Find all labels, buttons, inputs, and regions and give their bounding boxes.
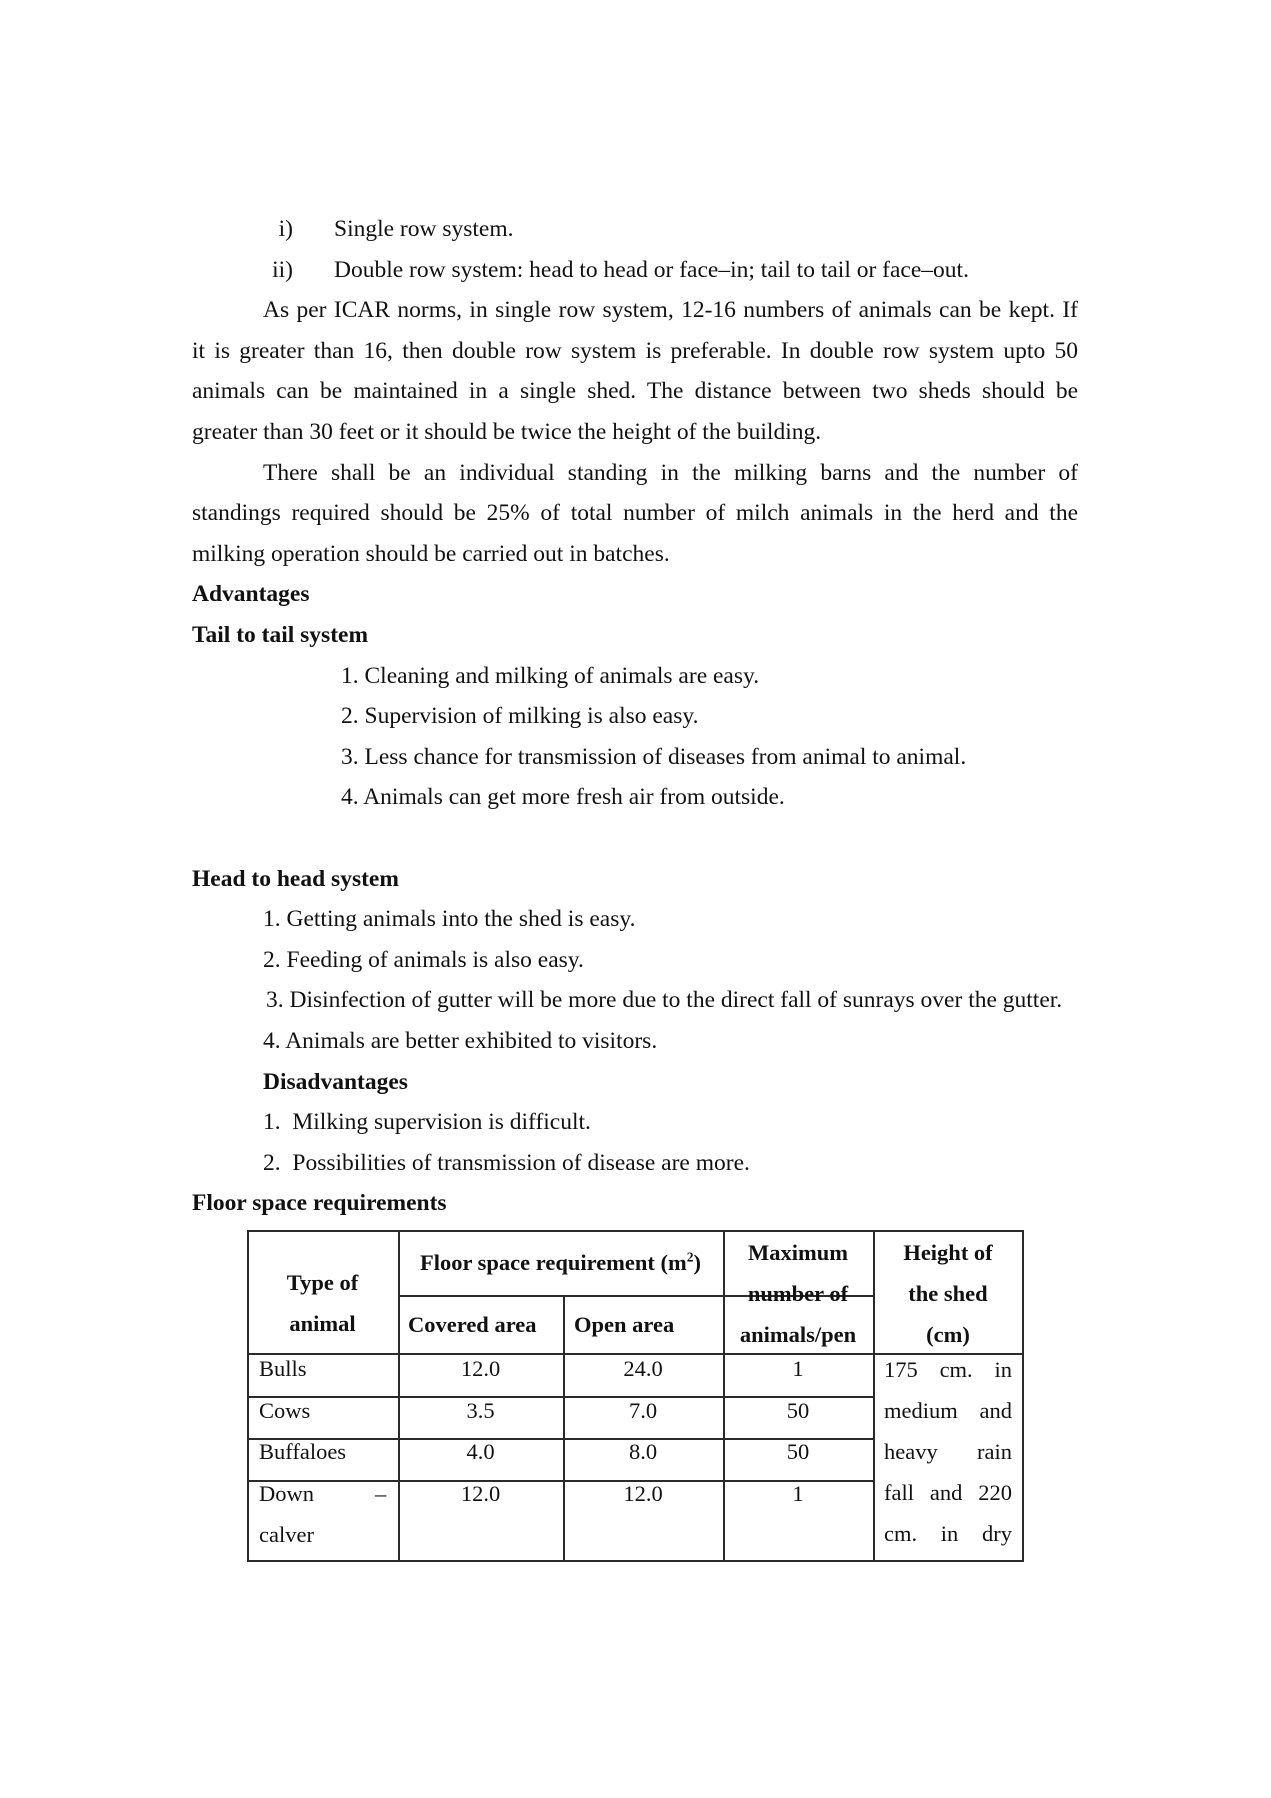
cell-type: Cows	[259, 1398, 311, 1423]
note-line: 175 cm. in	[884, 1357, 1012, 1382]
header-text: (cm)	[926, 1322, 970, 1347]
header-text: Type of	[286, 1270, 359, 1295]
list-item: 2. Supervision of milking is also easy.	[341, 703, 699, 730]
header-max-animals	[723, 1232, 873, 1355]
disadvantages-heading: Disadvantages	[263, 1068, 408, 1095]
list-item: 4. Animals can get more fresh air from outside.	[341, 784, 785, 811]
list-marker: i)	[278, 216, 293, 242]
note-line: heavy rain	[884, 1439, 1012, 1464]
paragraph-line: There shall be an individual standing in the milking barns and the number of	[263, 459, 1078, 486]
tail-to-tail-heading: Tail to tail system	[192, 622, 369, 648]
paragraph-line: standings required should be 25% of total number of milch animals in the herd and the	[192, 500, 1078, 527]
header-text: animals/pen	[739, 1322, 857, 1347]
header-text: Height of	[903, 1240, 993, 1265]
header-text: animal	[289, 1311, 356, 1336]
list-item: 3. Less chance for transmission of diseases from animal to animal.	[341, 743, 967, 770]
header-floor-space	[398, 1242, 723, 1283]
list-item: 1. Milking supervision is difficult.	[263, 1109, 591, 1136]
cell-max: 1	[792, 1356, 804, 1381]
list-item: 1. Getting animals into the shed is easy.	[263, 906, 636, 933]
header-text: Floor space requirement (m	[419, 1250, 687, 1275]
cell-covered: 12.0	[460, 1481, 501, 1506]
cell-covered: 3.5	[466, 1398, 495, 1423]
list-item: 4. Animals are better exhibited to visitors.	[263, 1028, 658, 1054]
list-item: Double row system: head to head or face–in; tail to tail or face–out.	[334, 256, 969, 283]
cell-covered: 12.0	[460, 1356, 501, 1381]
cell-open: 7.0	[628, 1398, 658, 1423]
note-line: medium and	[884, 1398, 1012, 1423]
header-type-of-animal	[247, 1262, 398, 1344]
list-item: 2. Feeding of animals is also easy.	[263, 946, 584, 973]
note-line: cm. in dry	[884, 1521, 1012, 1546]
list-item: 2. Possibilities of transmission of disease are more.	[263, 1149, 750, 1176]
cell-max: 50	[786, 1398, 810, 1423]
list-item: 3. Disinfection of gutter will be more due to the direct fall of sunrays over the gutter.	[266, 987, 1063, 1014]
head-to-head-heading: Head to head system	[192, 865, 399, 892]
paragraph-line: it is greater than 16, then double row system is preferable. In double row system upto 50	[192, 337, 1078, 364]
advantages-heading: Advantages	[192, 581, 310, 608]
list-item: Single row system.	[334, 216, 514, 242]
header-text: )	[693, 1250, 702, 1275]
header-text: number of	[747, 1281, 849, 1306]
header-open-area: Open area	[574, 1312, 675, 1337]
cell-type-dash: –	[375, 1481, 387, 1506]
cell-type: Bulls	[259, 1356, 307, 1381]
table-border-bottom	[247, 1560, 1023, 1562]
paragraph-line: greater than 30 feet or it should be twice the height of the building.	[192, 419, 822, 445]
note-line: fall and 220	[884, 1480, 1012, 1505]
header-text: Maximum	[748, 1240, 848, 1265]
list-item: 1. Cleaning and milking of animals are easy.	[341, 662, 760, 689]
paragraph-line: animals can be maintained in a single shed. The distance between two sheds should be	[192, 378, 1078, 405]
header-text: the shed	[908, 1281, 988, 1306]
cell-max: 1	[792, 1481, 804, 1506]
cell-covered: 4.0	[466, 1439, 495, 1464]
floor-space-table	[247, 1230, 1023, 1561]
cell-max: 50	[786, 1439, 810, 1464]
header-covered-area: Covered area	[408, 1312, 537, 1337]
paragraph-line: milking operation should be carried out in batches.	[192, 540, 670, 567]
paragraph-line: As per ICAR norms, in single row system, 12-16 numbers of animals can be kept. If	[263, 297, 1078, 324]
cell-open: 12.0	[623, 1481, 663, 1506]
cell-open: 24.0	[623, 1356, 663, 1381]
cell-type: calver	[259, 1522, 314, 1547]
header-shed-height	[873, 1232, 1023, 1355]
header-superscript: 2	[686, 1249, 694, 1265]
list-marker: ii)	[272, 256, 293, 283]
cell-type: Buffaloes	[259, 1439, 347, 1464]
floor-space-heading: Floor space requirements	[192, 1190, 447, 1217]
cell-open: 8.0	[628, 1439, 658, 1464]
cell-type: Down	[259, 1481, 314, 1506]
